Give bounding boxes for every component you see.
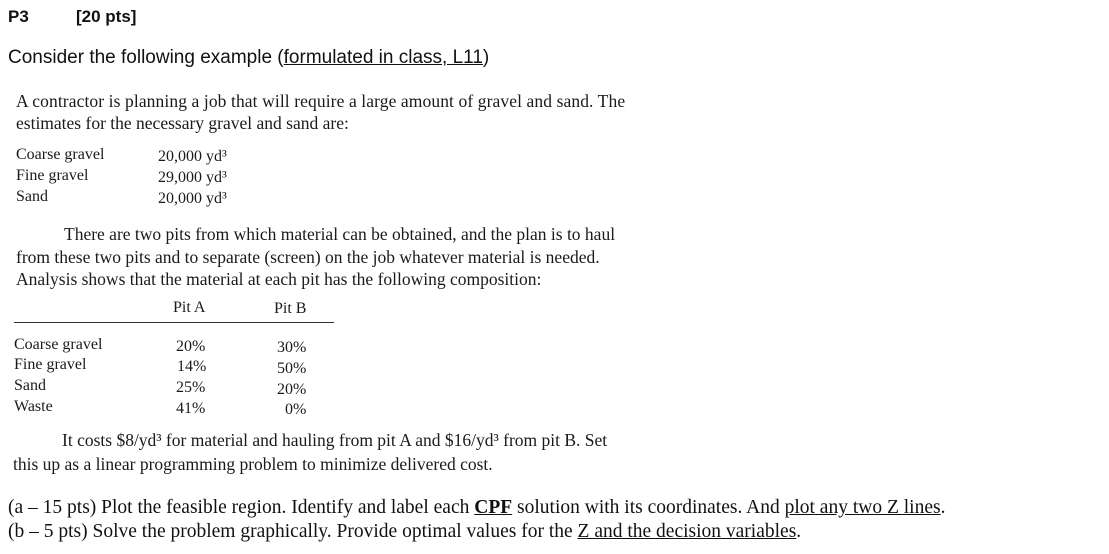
problem-number: P3	[8, 7, 29, 26]
intro-reference: formulated in class, L11	[283, 47, 483, 68]
composition-rule	[14, 322, 334, 323]
composition-cell-pit-a: 41%	[176, 400, 206, 417]
decision-variables-term: Z and the decision variables	[577, 521, 797, 542]
composition-cell-pit-a: 20%	[176, 338, 206, 355]
para3-line1: It costs $8/yd³ for material and hauling from pit A and $16/yd³ from pit B. Set	[62, 430, 608, 450]
estimate-value: 20,000 yd³	[158, 148, 227, 165]
composition-row-label: Fine gravel	[14, 356, 87, 373]
para2-line1: There are two pits from which material can be obtained, and the plan is to haul	[64, 224, 616, 244]
composition-header-pit-a: Pit A	[173, 299, 206, 316]
estimate-label: Sand	[16, 188, 48, 205]
composition-cell-pit-a: 25%	[176, 379, 206, 396]
question-b-text: (b – 5 pts) Solve the problem graphically. Provide optimal values for the	[8, 521, 578, 542]
question-a-text: (a – 15 pts) Plot the feasible region. Identify and label each	[8, 497, 475, 518]
estimate-label: Coarse gravel	[16, 146, 105, 163]
intro-suffix: )	[482, 47, 490, 68]
intro-prefix: Consider the following example (	[8, 47, 284, 68]
question-a	[8, 497, 945, 519]
estimate-value: 29,000 yd³	[158, 169, 227, 186]
cpf-term: CPF	[474, 497, 513, 518]
para1-line2: estimates for the necessary gravel and sand are:	[16, 113, 349, 133]
composition-cell-pit-b: 0%	[285, 401, 307, 418]
question-a-text: solution with its coordinates. And	[512, 497, 785, 518]
composition-cell-pit-a: 14%	[177, 358, 207, 375]
para2-line3: Analysis shows that the material at each pit has the following composition:	[16, 269, 542, 289]
z-lines-term: plot any two Z lines	[784, 497, 941, 518]
composition-cell-pit-b: 30%	[277, 339, 307, 356]
estimate-label: Fine gravel	[16, 167, 89, 184]
problem-points: [20 pts]	[76, 7, 137, 26]
composition-row-label: Waste	[14, 398, 53, 415]
para3-line2: this up as a linear programming problem to minimize delivered cost.	[13, 454, 493, 474]
question-b-end: .	[796, 521, 802, 542]
composition-row-label: Coarse gravel	[14, 336, 103, 353]
composition-row-label: Sand	[14, 377, 46, 394]
para1-line1: A contractor is planning a job that will require a large amount of gravel and sand. The	[16, 91, 626, 111]
composition-header-pit-b: Pit B	[274, 300, 307, 317]
composition-cell-pit-b: 20%	[277, 381, 307, 398]
estimate-value: 20,000 yd³	[158, 190, 227, 207]
question-a-end: .	[940, 497, 946, 518]
composition-cell-pit-b: 50%	[277, 360, 307, 377]
intro-line	[8, 47, 489, 69]
para2-line2: from these two pits and to separate (screen) on the job whatever material is needed.	[16, 247, 600, 267]
question-b	[8, 521, 801, 543]
